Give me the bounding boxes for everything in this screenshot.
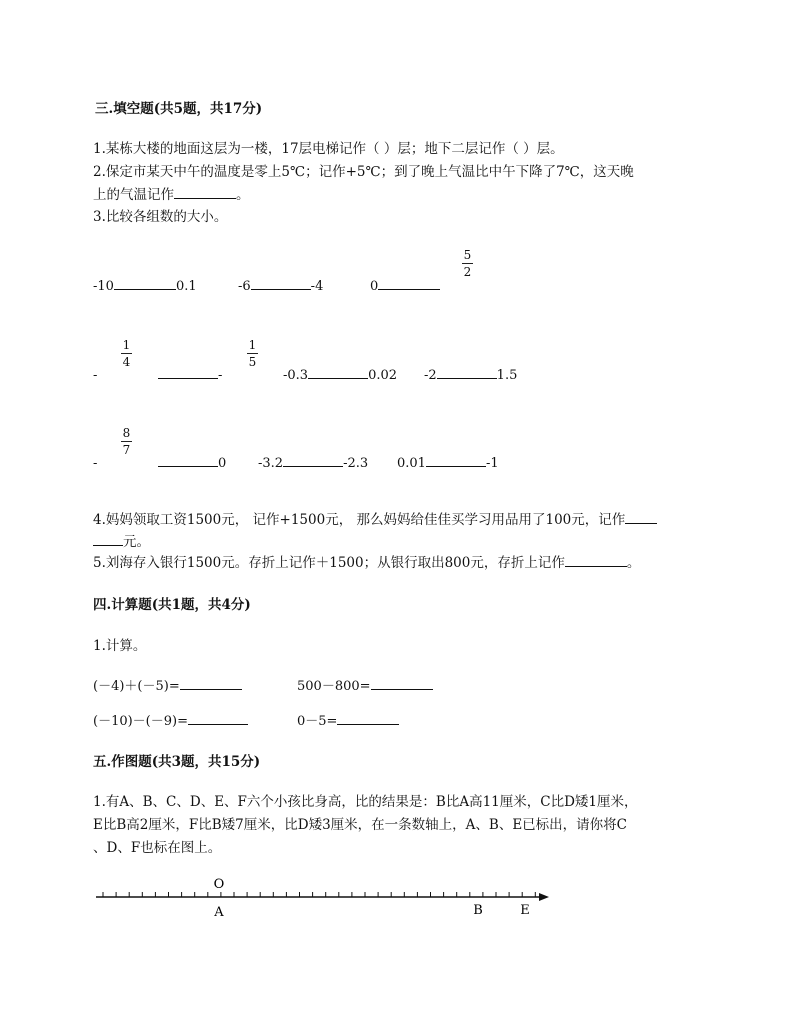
answer-blank[interactable] (251, 288, 311, 290)
fraction-denominator: 4 (122, 355, 131, 369)
calc-text: 0－5= (297, 714, 338, 729)
answer-blank[interactable] (174, 197, 236, 199)
compare-value: 0 (218, 456, 227, 471)
compare-value: -3.2 (258, 456, 284, 471)
fraction-numerator: 5 (463, 248, 472, 262)
fraction-5-2 (462, 248, 473, 279)
point-e-label: E (520, 903, 530, 918)
fraction-numerator: 1 (248, 338, 257, 352)
fraction-1-5 (247, 338, 258, 369)
fraction-bar (121, 353, 132, 354)
question-5-1-line1: 1.有A、B、C、D、E、F六个小孩比身高，比的结果是：B比A高11厘米，C比D矮1厘米， (93, 794, 638, 810)
compare-value: 0.02 (368, 368, 398, 383)
compare-row-2-pair-2 (283, 368, 397, 383)
question-5-1-line3: 、D、F也标在图上。 (93, 840, 222, 856)
answer-blank[interactable] (371, 688, 433, 690)
calc-expression-2 (297, 675, 433, 694)
question-3-4-line2 (93, 530, 150, 550)
question-3-1: 1.某栋大楼的地面这层为一楼，17层电梯记作（ ）层；地下二层记作（ ）层。 (93, 141, 564, 157)
question-3-3: 3.比较各组数的大小。 (93, 209, 228, 225)
answer-blank[interactable] (180, 688, 242, 690)
fraction-numerator: 1 (122, 338, 131, 352)
answer-blank[interactable] (625, 522, 657, 524)
section-4-heading: 四.计算题(共1题，共4分) (93, 597, 251, 613)
answer-blank[interactable] (337, 723, 399, 725)
compare-value: -1 (485, 456, 499, 471)
fraction-numerator: 8 (122, 426, 131, 440)
section-3-heading: 三.填空题(共5题，共17分) (95, 101, 263, 117)
compare-row-3-pair-1 (158, 456, 226, 471)
compare-minus: - (218, 368, 223, 383)
question-3-4-suffix: 元。 (123, 534, 150, 550)
fraction-denominator: 5 (248, 355, 257, 369)
compare-row-1-pair-3 (370, 279, 440, 294)
answer-blank[interactable] (114, 288, 176, 290)
fraction-denominator: 7 (122, 443, 131, 457)
compare-row-2-pair-3 (424, 368, 517, 383)
compare-value: -6 (238, 279, 251, 294)
number-line-arrow (539, 893, 549, 901)
compare-value: -2 (424, 368, 437, 383)
compare-value: -2.3 (343, 456, 369, 471)
answer-blank[interactable] (426, 465, 486, 467)
calc-text: 500－800= (297, 679, 371, 694)
calc-text: (－10)－(－9)= (93, 714, 188, 729)
compare-value: 0.01 (397, 456, 426, 471)
answer-blank[interactable] (158, 377, 218, 379)
compare-value: -10 (93, 279, 114, 294)
fraction-bar (462, 263, 473, 264)
fraction-1-4 (121, 338, 132, 369)
compare-row-1-pair-2 (238, 279, 323, 294)
question-3-4-text: 4.妈妈领取工资1500元， 记作+1500元， 那么妈妈给佳佳买学习用品用了100元，记作 (93, 512, 626, 528)
question-5-1-line2: E比B高2厘米，F比B矮7厘米，比D矮3厘米，在一条数轴上，A、B、E已标出，请你将C (93, 817, 628, 833)
compare-row-3-pair-2 (258, 456, 368, 471)
answer-blank[interactable] (188, 723, 248, 725)
fraction-bar (121, 441, 132, 442)
compare-minus: - (93, 456, 98, 471)
fraction-8-7 (121, 426, 132, 457)
question-3-2-line1: 2.保定市某天中午的温度是零上5℃；记作+5℃；到了晚上气温比中午下降了7℃，这天晚 (93, 164, 634, 180)
origin-label: O (213, 877, 225, 892)
question-4-1: 1.计算。 (93, 638, 147, 654)
answer-blank[interactable] (283, 465, 343, 467)
question-3-4-line1 (93, 508, 657, 528)
compare-minus: - (93, 368, 98, 383)
compare-row-3-pair-3 (397, 456, 499, 471)
question-3-2-line2 (93, 183, 250, 203)
fraction-denominator: 2 (463, 265, 472, 279)
compare-row-1 (93, 279, 197, 294)
answer-blank[interactable] (437, 377, 497, 379)
compare-value: -0.3 (283, 368, 309, 383)
calc-expression-1 (93, 675, 242, 694)
calc-expression-4 (297, 710, 399, 729)
answer-blank[interactable] (158, 465, 218, 467)
question-3-5-suffix: 。 (626, 555, 641, 571)
calc-text: (－4)＋(－5)= (93, 679, 180, 694)
question-3-5-text: 5.刘海存入银行1500元。存折上记作＋1500；从银行取出800元，存折上记作 (93, 555, 565, 571)
compare-value: 0 (370, 279, 379, 294)
answer-blank[interactable] (308, 377, 368, 379)
question-3-2-suffix: 。 (236, 187, 250, 203)
fraction-bar (247, 353, 258, 354)
compare-row-2-pair-1 (158, 368, 222, 383)
answer-blank[interactable] (93, 544, 123, 546)
question-3-5 (93, 551, 640, 571)
point-b-label: B (473, 903, 483, 918)
calc-expression-3 (93, 710, 248, 729)
question-3-2-prefix: 上的气温记作 (93, 187, 174, 203)
compare-value: 1.5 (496, 368, 518, 383)
number-line (0, 870, 794, 930)
section-5-heading: 五.作图题(共3题，共15分) (93, 754, 261, 770)
compare-value: -4 (310, 279, 324, 294)
compare-value: 0.1 (175, 279, 197, 294)
answer-blank[interactable] (378, 288, 440, 290)
answer-blank[interactable] (565, 565, 627, 567)
point-a-label: A (214, 905, 224, 920)
